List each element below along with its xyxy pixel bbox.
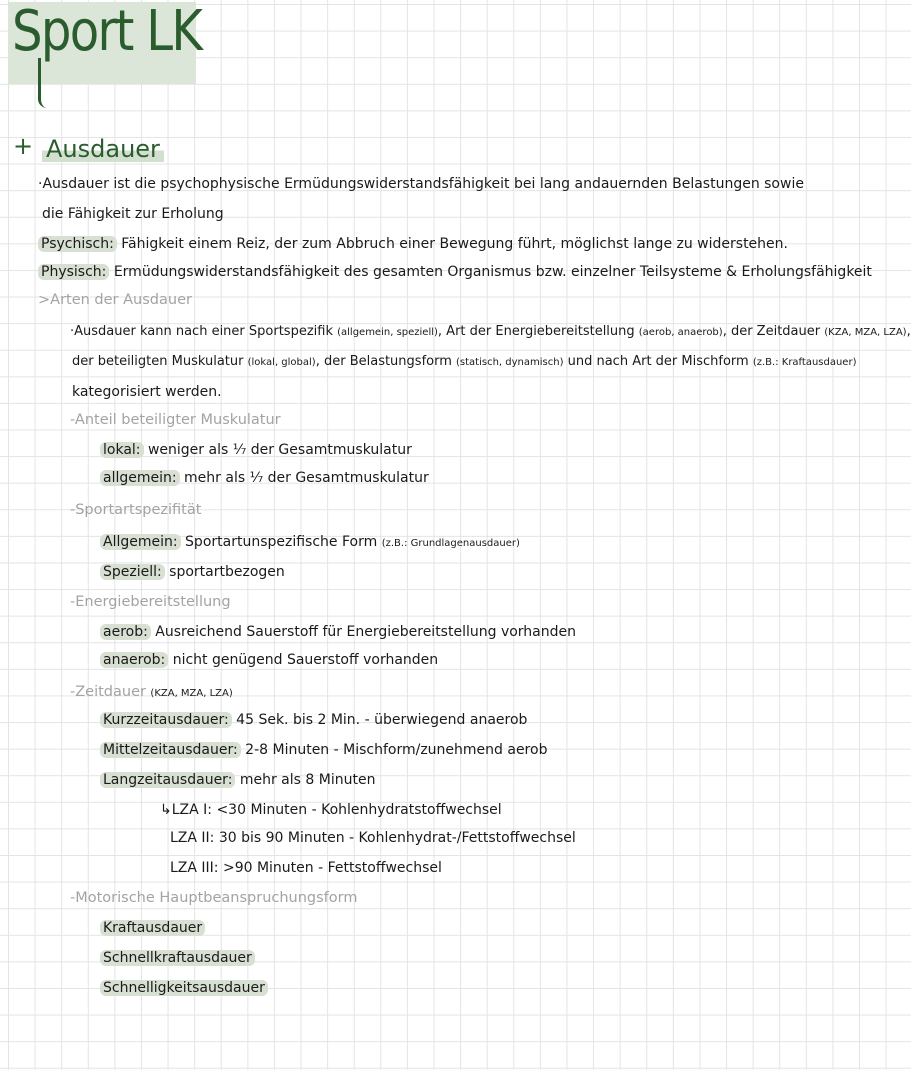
anteil-item	[100, 442, 412, 459]
anteil-item-text: mehr als ⅐ der Gesamtmuskulatur	[179, 470, 429, 486]
sportart-item-text: Sportartunspezifische Form	[180, 534, 382, 550]
motorisch-item	[100, 950, 255, 967]
arten-desc-2-text-a: der beteiligten Muskulatur	[72, 354, 248, 369]
arten-desc-1-text-g: ,	[906, 324, 911, 339]
sportart-item-label: Allgemein:	[100, 534, 181, 550]
anteil-heading: -Anteil beteiligter Muskulatur	[70, 412, 281, 428]
energie-item-label: aerob:	[100, 624, 151, 640]
arten-desc-2-note-b: (lokal, global)	[247, 357, 316, 368]
energie-item	[100, 624, 576, 641]
zeitdauer-item	[100, 742, 547, 759]
anteil-item-label: lokal:	[100, 442, 144, 458]
arten-desc-2-note-d: (statisch, dynamisch)	[456, 357, 564, 368]
title-underline	[38, 58, 47, 108]
energie-item-text: nicht genügend Sauerstoff vorhanden	[168, 652, 439, 668]
lza-line: LZA II: 30 bis 90 Minuten - Kohlenhydrat-/Fettstoffwechsel	[170, 830, 576, 846]
zeitdauer-item	[100, 772, 375, 789]
motorisch-item	[100, 980, 268, 997]
zeitdauer-item-label: Kurzzeitausdauer:	[100, 712, 232, 728]
motorisch-heading: -Motorische Hauptbeanspruchungsform	[70, 890, 358, 906]
physisch-text: Ermüdungswiderstandsfähigkeit des gesamten Organismus bzw. einzelner Teilsysteme & Erholungsfähigkeit	[113, 264, 872, 280]
physisch-line	[38, 264, 872, 281]
psychisch-line	[38, 236, 788, 253]
psychisch-text: Fähigkeit einem Reiz, der zum Abbruch einer Bewegung führt, möglichst lange zu widerstehen.	[121, 236, 788, 252]
lza-line: LZA III: >90 Minuten - Fettstoffwechsel	[170, 860, 442, 876]
arten-desc-1-note-b: (allgemein, speziell)	[337, 327, 438, 338]
arten-desc-2-text-e: und nach Art der Mischform	[563, 354, 753, 369]
zeitdauer-item-label: Mittelzeitausdauer:	[100, 742, 241, 758]
zeitdauer-item-text: 45 Sek. bis 2 Min. - überwiegend anaerob	[231, 712, 528, 728]
zeitdauer-item-text: mehr als 8 Minuten	[235, 772, 376, 788]
anteil-item-label: allgemein:	[100, 470, 180, 486]
arten-desc-1-text-a: ·Ausdauer kann nach einer Sportspezifik	[70, 324, 338, 339]
arten-desc-2	[72, 354, 856, 370]
sportart-item	[100, 564, 285, 581]
sportart-heading: -Sportartspezifität	[70, 502, 202, 518]
intro-line-2: die Fähigkeit zur Erholung	[42, 206, 224, 222]
motorisch-item-label: Kraftausdauer	[100, 920, 205, 936]
sportart-item-label: Speziell:	[100, 564, 165, 580]
section-heading: Ausdauer	[42, 136, 164, 162]
lza-line: ↳LZA I: <30 Minuten - Kohlenhydratstoffwechsel	[160, 802, 502, 818]
page-title: Sport LK	[12, 0, 202, 64]
arten-desc-1-text-c: , Art der Energiebereitstellung	[437, 324, 639, 339]
intro-line-1: ·Ausdauer ist die psychophysische Ermüdungswiderstandsfähigkeit bei lang andauernden Belastungen sowie	[38, 176, 804, 192]
arten-desc-1-note-d: (aerob, anaerob)	[638, 327, 723, 338]
physisch-label: Physisch:	[38, 264, 109, 280]
arten-desc-2-note-f: (z.B.: Kraftausdauer)	[752, 357, 857, 368]
arten-desc-1-note-f: (KZA, MZA, LZA)	[824, 327, 907, 338]
zeitdauer-note: (KZA, MZA, LZA)	[150, 688, 233, 699]
zeitdauer-item	[100, 712, 527, 729]
arten-desc-3: kategorisiert werden.	[72, 384, 222, 400]
zeitdauer-item-text: 2-8 Minuten - Mischform/zunehmend aerob	[240, 742, 548, 758]
plus-icon: +	[13, 132, 34, 160]
arten-desc-2-text-c: , der Belastungsform	[315, 354, 457, 369]
zeitdauer-heading: -Zeitdauer	[70, 684, 146, 700]
anteil-item	[100, 470, 429, 487]
arten-desc-1	[70, 324, 911, 340]
motorisch-item	[100, 920, 205, 937]
zeitdauer-item-label: Langzeitausdauer:	[100, 772, 235, 788]
energie-item-text: Ausreichend Sauerstoff für Energiebereitstellung vorhanden	[150, 624, 577, 640]
energie-heading: -Energiebereitstellung	[70, 594, 231, 610]
arten-heading: >Arten der Ausdauer	[38, 292, 192, 308]
energie-item-label: anaerob:	[100, 652, 168, 668]
anteil-item-text: weniger als ⅐ der Gesamtmuskulatur	[143, 442, 412, 458]
sportart-item	[100, 534, 520, 551]
motorisch-item-label: Schnellkraftausdauer	[100, 950, 255, 966]
sportart-item-text: sportartbezogen	[164, 564, 285, 580]
motorisch-item-label: Schnelligkeitsausdauer	[100, 980, 268, 996]
zeitdauer-heading-line	[70, 684, 233, 701]
sportart-item-note: (z.B.: Grundlagenausdauer)	[381, 538, 520, 549]
energie-item	[100, 652, 438, 669]
psychisch-label: Psychisch:	[38, 236, 117, 252]
arten-desc-1-text-e: , der Zeitdauer	[722, 324, 825, 339]
